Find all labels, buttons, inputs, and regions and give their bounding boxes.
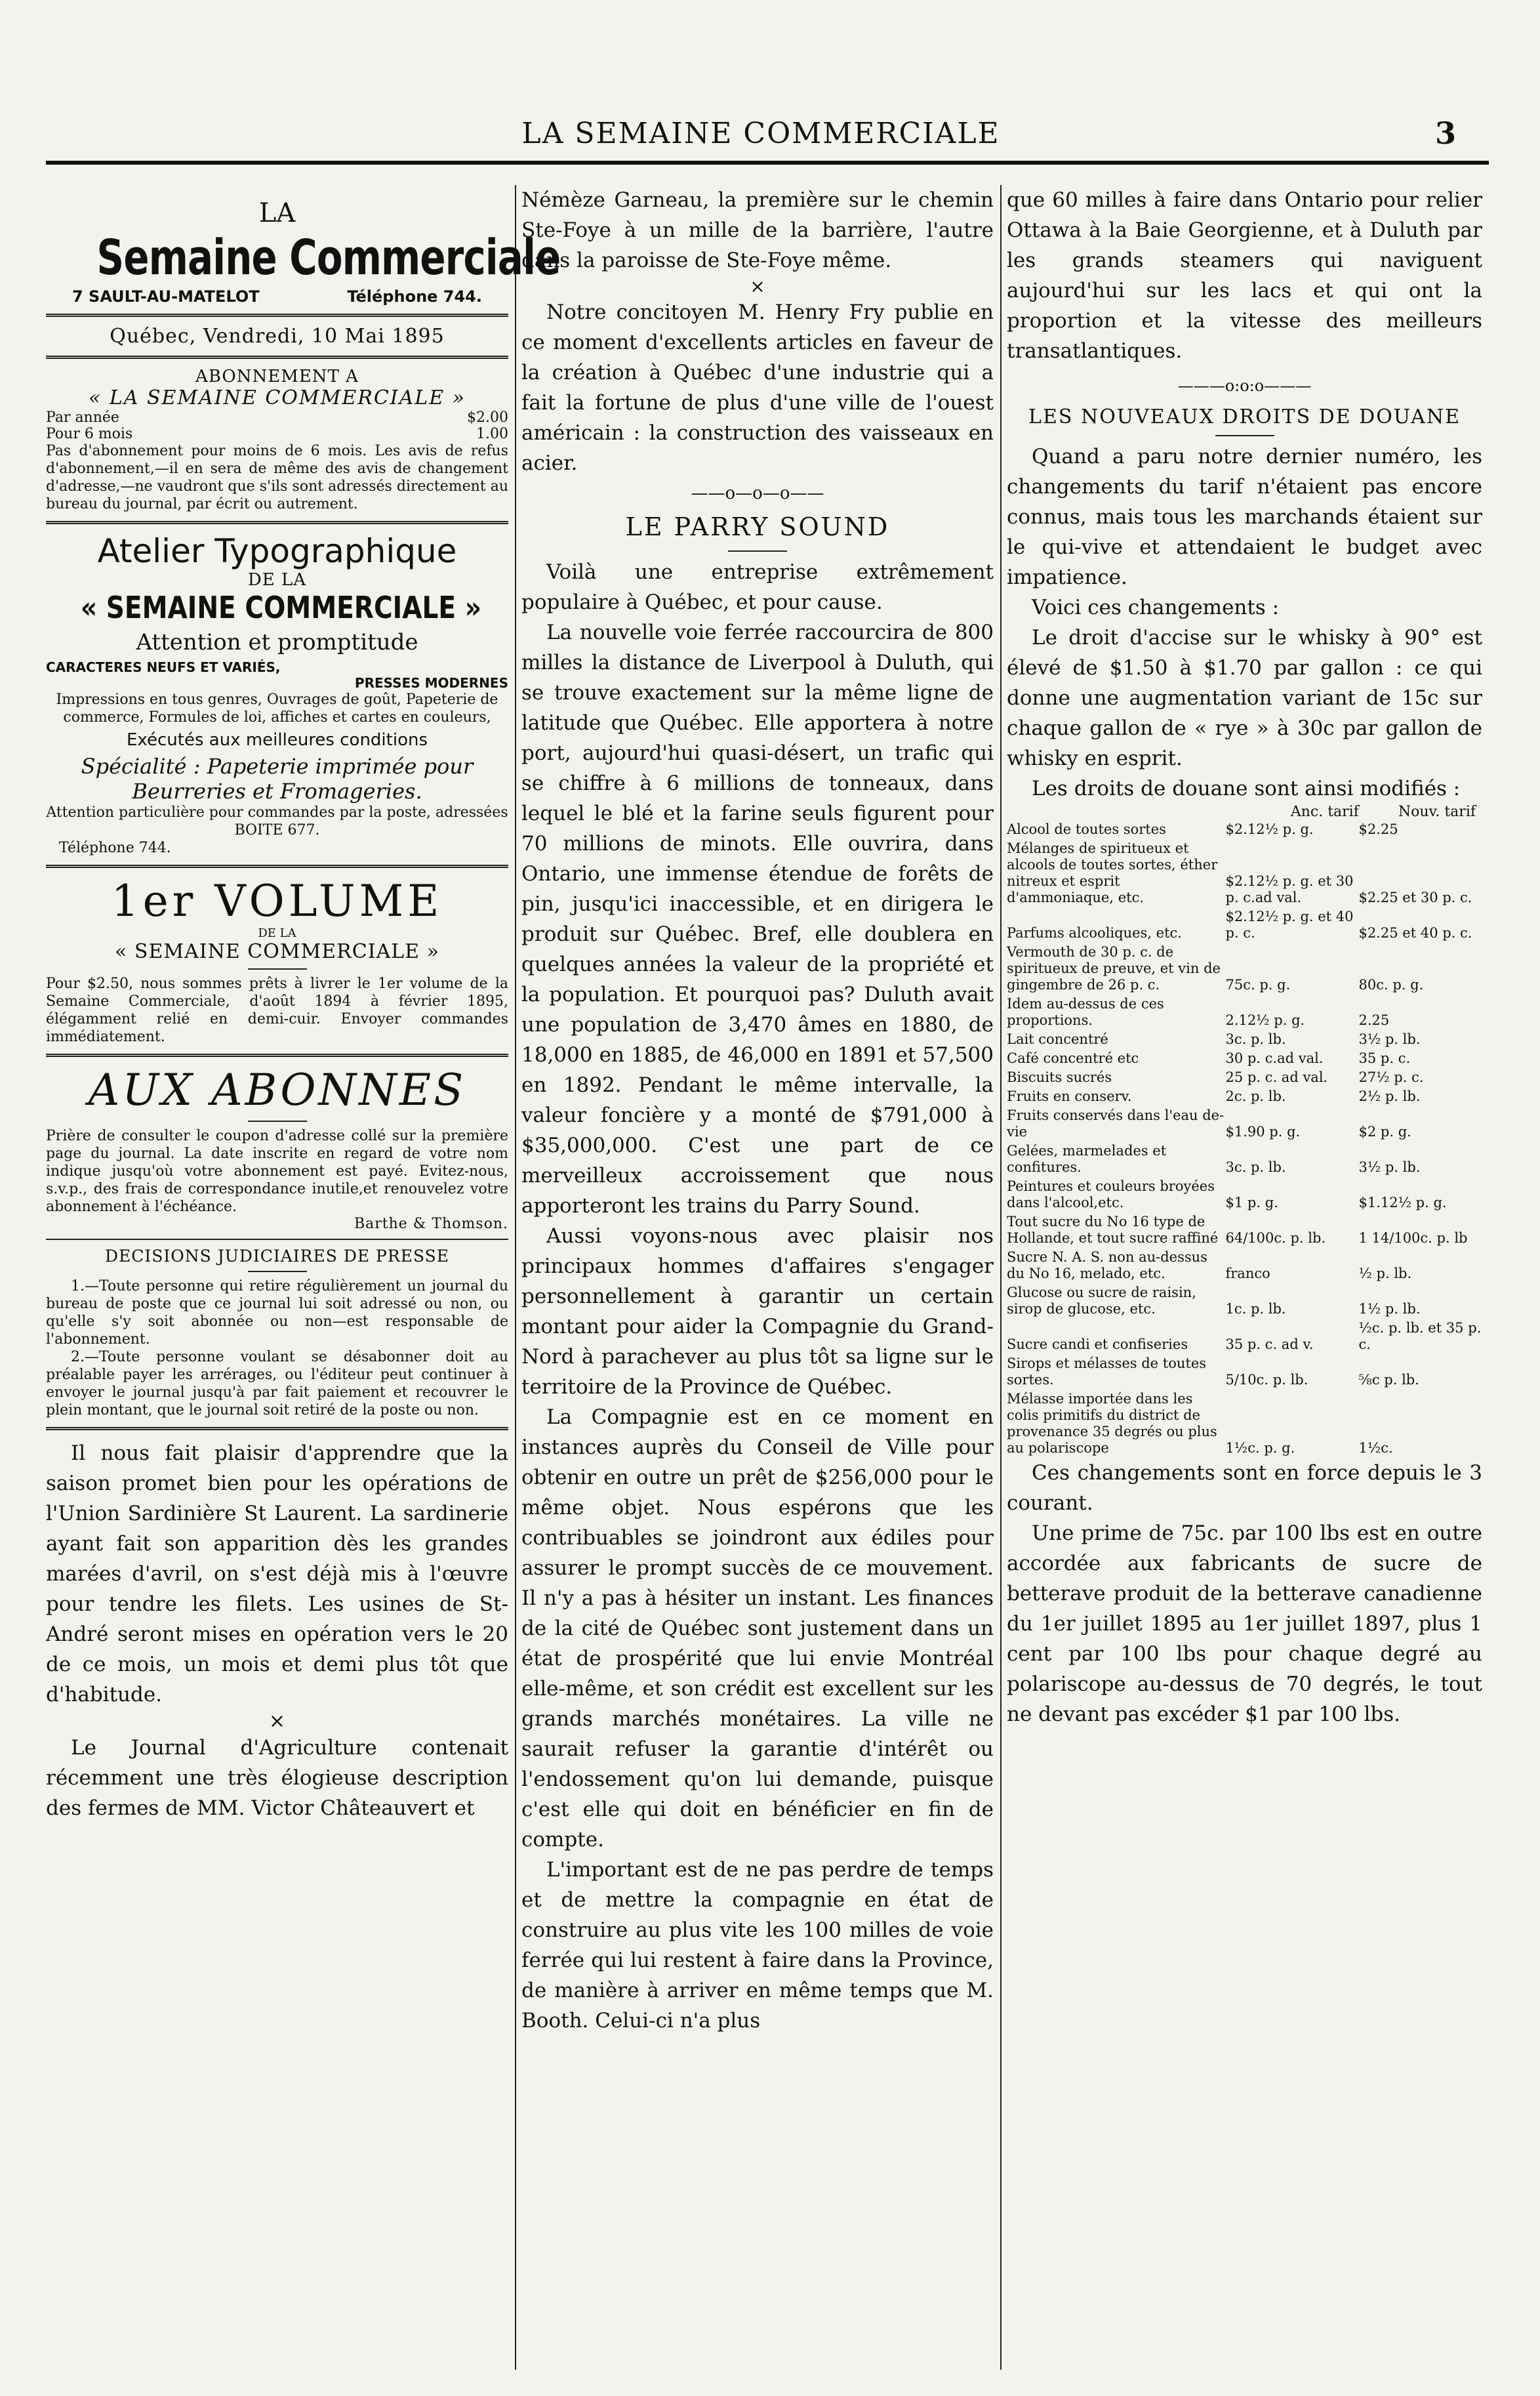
- tariff-item: Biscuits sucrés: [1007, 1069, 1112, 1085]
- tariff-item: Mélasse importée dans les colis primitifs du district de provenance 35 degrés ou plus au polariscope: [1007, 1391, 1217, 1456]
- divider: [46, 1054, 508, 1057]
- tariff-old-rate: $1 p. g.: [1225, 1195, 1278, 1210]
- paragraph-sardine: Il nous fait plaisir d'apprendre que la saison promet bien pour les opérations de l'Union Sardinière St Laurent. La sardinerie ayant fait son apparition dès les grandes marées d'avril, on s'est déjà mis à l'œuvre pour tendre les filets. Les usines de St-André seront mises en opération vers le 20 de ce mois, un mois et demi plus tôt que d'habitude.: [46, 1441, 508, 1706]
- divider: [248, 1271, 307, 1272]
- tariff-row: [1007, 1283, 1482, 1319]
- tariff-row: [1007, 1177, 1482, 1212]
- tariff-old-rate: $2.12½ p. g. et 30 p. c.ad val.: [1225, 873, 1354, 905]
- tariff-old-rate: 75c. p. g.: [1225, 977, 1291, 993]
- atelier-characters: CARACTERES NEUFS ET VARIÉS,: [46, 659, 281, 675]
- parry-paragraph-2: La nouvelle voie ferrée raccourcira de 800 milles la distance de Liverpool à Duluth, qui se trouve exactement sur la même ligne de latitude que Québec. Elle apportera à notre port, aujourd'hui quasi-désert, un trafic qui se chiffre à 6 millions de tonneaux, dans lequel le blé et la farine seuls figurent pour 70 millions de minots. Elle ouvrira, dans Ontario, une immense étendue de forêts de pin, jusqu'ici inaccessible, et en dirigera le produit sur Québec. Bref, elle doublera en quelques années la valeur de la propriété et la population. Et pourquoi pas? Duluth avait une population de 3,470 âmes en 1880, de 18,000 en 1885, de 46,000 en 1891 et 57,500 en 1892. Pendant le même intervalle, la valeur foncière y a monté de $791,000 à $35,000,000. C'est une part de ce merveilleux accroissement que nous apporteront les trains du Parry Sound.: [521, 621, 994, 1218]
- page-header: [46, 112, 1476, 157]
- tariff-old-rate: $2.12½ p. g.: [1225, 821, 1314, 837]
- tariff-row: [1007, 839, 1482, 907]
- abonnes-title: AUX ABONNES: [88, 1065, 466, 1115]
- tariff-item: Peintures et couleurs broyées dans l'alcool,etc.: [1007, 1178, 1215, 1210]
- atelier-phone: Téléphone 744.: [59, 840, 171, 856]
- atelier-de-la: DE LA: [247, 570, 307, 590]
- tariff-row: [1007, 943, 1482, 995]
- atelier-conditions: Exécutés aux meilleures conditions: [127, 730, 428, 750]
- atelier-title: Atelier Typographique: [97, 532, 457, 570]
- tariff-new-rate: 1½c.: [1358, 1440, 1393, 1456]
- tariff-item: Fruits conservés dans l'eau de-vie: [1007, 1107, 1225, 1140]
- tariff-old-rate: 25 p. c. ad val.: [1225, 1069, 1328, 1085]
- tariff-item: Idem au-dessus de ces proportions.: [1007, 996, 1164, 1028]
- tariff-old-rate: 5/10c. p. lb.: [1225, 1372, 1308, 1388]
- droits-paragraph-3: Le droit d'accise sur le whisky à 90° est élevé de $1.50 à $1.70 par gallon : ce qui donne une augmentation variant de 15c sur chaque gallon de « rye » à 30c par gallon de whisky en esprit.: [1007, 626, 1482, 770]
- divider: [46, 1427, 508, 1430]
- tariff-row: [1007, 1087, 1482, 1106]
- dateline: Québec, Vendredi, 10 Mai 1895: [110, 325, 445, 348]
- tariff-item: Fruits en conserv.: [1007, 1088, 1132, 1104]
- rate-6-months: [46, 426, 508, 442]
- tariff-item: Gelées, marmelades et confitures.: [1007, 1143, 1167, 1175]
- tariff-old-rate: 2.12½ p. g.: [1225, 1012, 1305, 1028]
- droits-paragraph-4: Les droits de douane sont ainsi modifiés :: [1032, 777, 1461, 800]
- parry-paragraph-3: Aussi voyons-nous avec plaisir nos principaux hommes d'affaires s'engager personnellement à garantir un certain montant pour aider la Compagnie du Grand-Nord à parachever au plus tôt sa ligne sur le territoire de la Province de Québec.: [521, 1224, 994, 1399]
- subscription-title: « LA SEMAINE COMMERCIALE »: [88, 386, 466, 409]
- tariff-new-rate: ½ p. lb.: [1358, 1266, 1412, 1281]
- tariff-table: [1007, 820, 1482, 1458]
- tariff-row: [1007, 1142, 1482, 1177]
- divider: [46, 521, 508, 524]
- parry-paragraph-4: La Compagnie est en ce moment en instances auprès du Conseil de Ville pour obtenir en outre un prêt de $256,000 pour le même objet. Nous espérons que les contribuables se joindront aux édiles pour assurer le prompt succès de ce mouvement. Il n'y a pas à hésiter un instant. Les finances de la cité de Québec sont justement dans un état de prospérité que lui envie Montréal elle-même, et son crédit est excellent sur les grands marchés monétaires. La ville ne saurait refuser la garantie d'intérêt ou l'endossement qu'on lui demande, puisque c'est elle qui doit en bénéficier en fin de compte.: [521, 1405, 994, 1851]
- atelier-tagline: Attention et promptitude: [136, 629, 418, 655]
- tariff-new-rate: 1½ p. lb.: [1358, 1301, 1421, 1317]
- divider: [728, 550, 787, 552]
- tariff-new-rate: $2.25: [1358, 821, 1398, 837]
- divider: [1215, 435, 1274, 436]
- tariff-item: Lait concentré: [1007, 1031, 1108, 1047]
- decisions-title: DECISIONS JUDICIAIRES DE PRESSE: [104, 1247, 450, 1266]
- column-divider: [515, 185, 516, 2370]
- tariff-old-rate: 1c. p. lb.: [1225, 1301, 1286, 1317]
- volume-title: 1er VOLUME: [111, 876, 443, 926]
- rate-year-value: $2.00: [467, 409, 508, 426]
- masthead-phone: Téléphone 744.: [347, 287, 482, 306]
- decision-2: 2.—Toute personne voulant se désabonner doit au préalable payer les arrérages, ou l'éditeur peut continuer à envoyer le journal jusqu'à par fait paiement et recouvrer le plein montant, que le journal soit retiré de la poste ou non.: [46, 1349, 508, 1418]
- volume-text: Pour $2.50, nous sommes prêts à livrer le 1er volume de la Semaine Commerciale, d'août 1894 à février 1895, élégamment relié en demi-cuir. Envoyer commandes immédiatement.: [46, 976, 508, 1045]
- separator-cross: ×: [268, 1710, 286, 1733]
- tariff-old-rate: 35 p. c. ad v.: [1225, 1336, 1314, 1352]
- tariff-item: Mélanges de spiritueux et alcools de toutes sortes, éther nitreux et esprit d'ammoniaque, etc.: [1007, 840, 1218, 905]
- divider: [46, 865, 508, 868]
- rate-6-months-label: Pour 6 mois: [46, 426, 133, 442]
- tariff-row: [1007, 995, 1482, 1030]
- decision-1: 1.—Toute personne qui retire régulièrement un journal du bureau de poste que ce journal lui soit adressé ou non, ou qu'elle s'y soit abonnée ou non—est responsable de l'abonnement.: [46, 1278, 508, 1348]
- subscription-text: Pas d'abonnement pour moins de 6 mois. Les avis de refus d'abonnement,—il en sera de même des avis de changement d'adresse,—ne vaudront que s'ils sont adressés directement au bureau du journal, par écrit ou autrement.: [46, 443, 508, 512]
- tariff-row: [1007, 1068, 1482, 1087]
- tariff-new-rate: ½c. p. lb. et 35 p. c.: [1358, 1320, 1482, 1352]
- droits-paragraph-6: Une prime de 75c. par 100 lbs est en outre accordée aux fabricants de sucre de betterave produit de la betterave canadienne du 1er juillet 1895 au 1er juillet 1897, plus 1 cent par 100 lbs pour chaque degré au polariscope au-dessus de 70 degrés, le tout ne devant pas excéder $1 par 100 lbs.: [1007, 1521, 1482, 1726]
- tariff-row: [1007, 1248, 1482, 1283]
- tariff-item: Vermouth de 30 p. c. de spiritueux de preuve, et vin de gingembre de 26 p. c.: [1007, 944, 1221, 993]
- running-title: LA SEMAINE COMMERCIALE: [521, 117, 1000, 150]
- atelier-attention: Attention particulière pour commandes par la poste, adressées BOITE 677.: [46, 804, 508, 838]
- abonnes-text: Prière de consulter le coupon d'adresse collé sur la première page du journal. La date inscrite en regard de votre nom indique jusqu'où votre abonnement est payé. Evitez-nous, s.v.p., des frais de correspondance inutile,et renouvelez votre abonnement à l'échéance.: [46, 1128, 508, 1215]
- atelier-text: Impressions en tous genres, Ouvrages de goût, Papeterie de commerce, Formules de loi, affiches et cartes en couleurs,: [56, 692, 498, 726]
- tariff-old-rate: 2c. p. lb.: [1225, 1088, 1286, 1104]
- masthead-address-line: [46, 287, 508, 306]
- tariff-new-rate: 2½ p. lb.: [1358, 1088, 1421, 1104]
- parry-paragraph-1: Voilà une entreprise extrêmement populaire à Québec, et pour cause.: [521, 560, 994, 614]
- tariff-new-rate: $1.12½ p. g.: [1358, 1195, 1447, 1210]
- separator-cross: ×: [750, 276, 765, 297]
- ornament: ——o—o—o——: [691, 484, 824, 503]
- tariff-new-rate: 1 14/100c. p. lb: [1358, 1230, 1468, 1246]
- tariff-new-rate: 35 p. c.: [1358, 1050, 1411, 1066]
- parry-title: LE PARRY SOUND: [625, 512, 890, 541]
- ornament: ———o:o:o———: [1177, 377, 1312, 395]
- header-rule: [46, 161, 1489, 165]
- tariff-new-rate: 80c. p. g.: [1358, 977, 1424, 993]
- tariff-item: Glucose ou sucre de raisin, sirop de glucose, etc.: [1007, 1285, 1196, 1317]
- masthead-la: LA: [258, 198, 296, 228]
- tariff-new-rate: $2.25 et 30 p. c.: [1358, 890, 1472, 905]
- paragraph-continued: que 60 milles à faire dans Ontario pour relier Ottawa à la Baie Georgienne, et à Duluth par les grands steamers qui naviguent aujourd'hui sur les lacs et qui ont la proportion et la vitesse des meilleurs transatlantiques.: [1007, 188, 1482, 363]
- abonnes-signature: Barthe & Thomson.: [354, 1216, 508, 1232]
- rate-6-months-value: 1.00: [476, 426, 508, 442]
- masthead-address: 7 SAULT-AU-MATELOT: [72, 287, 260, 306]
- tariff-item: Sirops et mélasses de toutes sortes.: [1007, 1355, 1207, 1388]
- divider: [248, 1121, 307, 1122]
- droits-paragraph-2: Voici ces changements :: [1032, 596, 1280, 619]
- tariff-old-rate: $2.12½ p. g. et 40 p. c.: [1225, 909, 1354, 941]
- tariff-old-rate: 3c. p. lb.: [1225, 1159, 1286, 1175]
- tariff-new-rate: 2.25: [1358, 1012, 1390, 1028]
- paragraph-agriculture: Le Journal d'Agriculture contenait récemment une très élogieuse description des fermes de MM. Victor Châteauvert et: [46, 1736, 508, 1820]
- tariff-item: Café concentré etc: [1007, 1050, 1139, 1066]
- tariff-row: [1007, 1106, 1482, 1142]
- column-2: [521, 185, 994, 2370]
- divider: [46, 356, 508, 359]
- tariff-item: Sucre candi et confiseries: [1007, 1336, 1188, 1352]
- tariff-item: Parfums alcooliques, etc.: [1007, 925, 1182, 941]
- divider: [46, 1239, 508, 1240]
- tariff-new-rate: $2 p. g.: [1358, 1124, 1411, 1140]
- tariff-item: Alcool de toutes sortes: [1007, 821, 1166, 837]
- tariff-row: [1007, 1049, 1482, 1068]
- tariff-row: [1007, 820, 1482, 839]
- tariff-row: [1007, 1030, 1482, 1049]
- subscription-heading: ABONNEMENT A: [195, 367, 359, 386]
- tariff-old-rate: franco: [1225, 1266, 1270, 1281]
- tariff-row: [1007, 1319, 1482, 1354]
- divider: [46, 314, 508, 317]
- droits-paragraph-1: Quand a paru notre dernier numéro, les changements du tarif n'étaient pas encore connus, mais tous les marchands étaient sur le qui-vive et attendaient le budget avec impatience.: [1007, 445, 1482, 589]
- tariff-old-rate: $1.90 p. g.: [1225, 1124, 1301, 1140]
- volume-name: « SEMAINE COMMERCIALE »: [115, 940, 439, 963]
- tariff-new-rate: 27½ p. c.: [1358, 1069, 1424, 1085]
- column-3: [1007, 185, 1482, 2370]
- paragraph-fry: Notre concitoyen M. Henry Fry publie en ce moment d'excellents articles en faveur de la création à Québec d'une industrie qui a fait la fortune de plus d'une ville de l'ouest américain : la construction des vaisseaux en acier.: [521, 300, 994, 475]
- tariff-item: Tout sucre du No 16 type de Hollande, et tout sucre raffiné: [1007, 1214, 1219, 1246]
- tariff-new-rate: $2.25 et 40 p. c.: [1358, 925, 1472, 941]
- droits-title: LES NOUVEAUX DROITS DE DOUANE: [1028, 405, 1461, 428]
- atelier-name: « SEMAINE COMMERCIALE »: [80, 590, 481, 625]
- tariff-old-rate: 1½c. p. g.: [1225, 1440, 1295, 1456]
- divider: [248, 968, 307, 970]
- column-1: [46, 185, 561, 2370]
- paragraph-garneau: Némèze Garneau, la première sur le chemin Ste-Foye à un mille de la barrière, l'autre dans la paroisse de Ste-Foye même.: [521, 188, 994, 272]
- volume-de-la: DE LA: [258, 926, 296, 940]
- column-divider: [1000, 185, 1002, 2370]
- tariff-header-old: Anc. tarif: [1290, 804, 1359, 820]
- droits-paragraph-5: Ces changements sont en force depuis le 3 courant.: [1007, 1461, 1482, 1515]
- atelier-specialite: Spécialité : Papeterie imprimée pour Beurreries et Fromageries.: [81, 754, 474, 804]
- tariff-old-rate: 64/100c. p. lb.: [1225, 1230, 1326, 1246]
- tariff-old-rate: 3c. p. lb.: [1225, 1031, 1286, 1047]
- page-number: 3: [1434, 115, 1456, 151]
- parry-paragraph-5: L'important est de ne pas perdre de temps et de mettre la compagnie en état de construire au plus vite les 100 milles de voie ferrée qui lui restent à faire dans la Province, de manière à arriver en même temps que M. Booth. Celui-ci n'a plus: [521, 1858, 994, 2033]
- tariff-new-rate: 3½ p. lb.: [1358, 1031, 1421, 1047]
- tariff-new-rate: 3½ p. lb.: [1358, 1159, 1421, 1175]
- tariff-header-new: Nouv. tarif: [1398, 804, 1476, 820]
- masthead-title: Semaine Commerciale: [96, 230, 561, 286]
- tariff-old-rate: 30 p. c.ad val.: [1225, 1050, 1324, 1066]
- tariff-header: [1007, 804, 1482, 820]
- rate-year: [46, 409, 508, 426]
- tariff-new-rate: ⅝c p. lb.: [1358, 1372, 1419, 1388]
- tariff-item: Sucre N. A. S. non au-dessus du No 16, melado, etc.: [1007, 1249, 1207, 1281]
- tariff-row: [1007, 907, 1482, 943]
- tariff-row: [1007, 1354, 1482, 1390]
- tariff-row: [1007, 1390, 1482, 1458]
- rate-year-label: Par année: [46, 409, 119, 426]
- atelier-presses: PRESSES MODERNES: [354, 675, 508, 691]
- tariff-row: [1007, 1212, 1482, 1248]
